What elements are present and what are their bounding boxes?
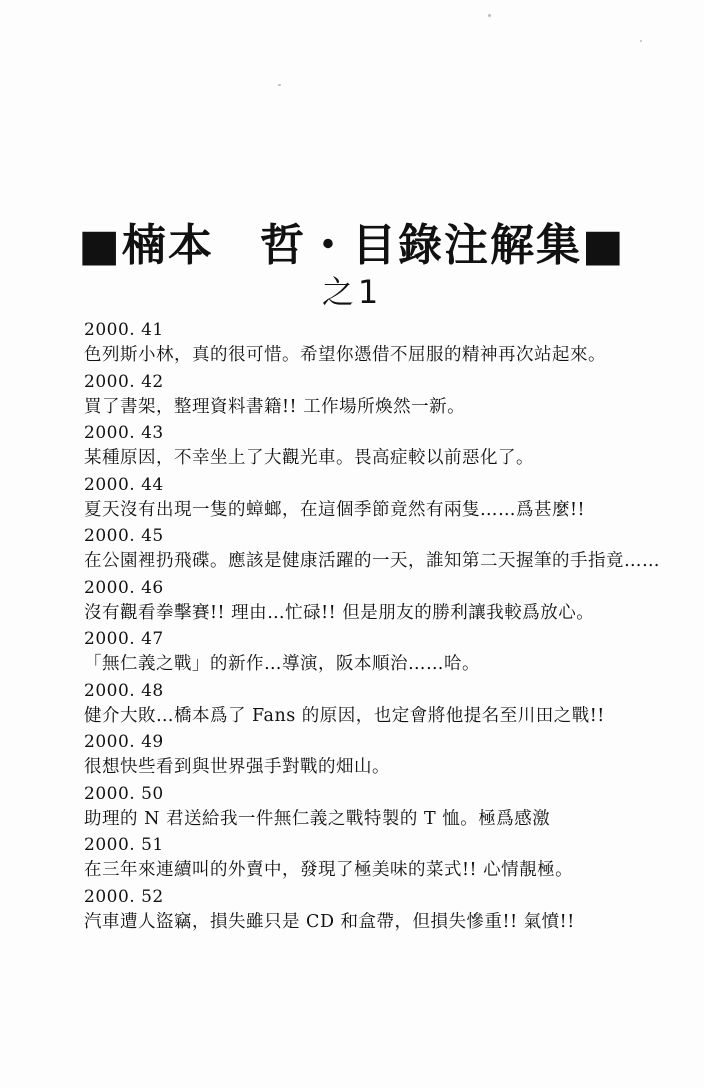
list-item <box>84 782 664 834</box>
entry-text: 很想快些看到與世界强手對戰的畑山。 <box>84 757 390 777</box>
list-item <box>84 627 664 679</box>
list-item <box>84 524 664 576</box>
list-item <box>84 318 664 370</box>
entry-date: 2000. 41 <box>84 320 164 340</box>
entry-date: 2000. 42 <box>84 371 164 392</box>
page-subtitle: 之1 <box>321 273 383 311</box>
list-item <box>84 370 664 422</box>
scan-speck <box>278 84 281 86</box>
entry-date: 2000. 52 <box>84 886 164 907</box>
annotation-list <box>84 318 664 936</box>
list-item <box>84 679 664 731</box>
list-item <box>84 473 664 525</box>
scan-speck <box>640 40 642 42</box>
entry-text: 買了書架，整理資料書籍!! 工作場所煥然一新。 <box>84 396 466 417</box>
list-item <box>84 421 664 473</box>
entry-text: 汽車遭人盜竊，損失雖只是 CD 和盒帶，但損失慘重!! 氣憤!! <box>84 911 575 932</box>
entry-text: 「無仁義之戰」的新作…導演，阪本順治……哈。 <box>84 654 480 674</box>
entry-date: 2000. 45 <box>84 526 164 546</box>
entry-text: 助理的 N 君送給我一件無仁義之戰特製的 T 恤。極爲感激 <box>84 808 551 829</box>
entry-text: 某種原因，不幸坐上了大觀光車。畏高症較以前惡化了。 <box>84 448 534 468</box>
list-item <box>84 576 664 628</box>
page-title: ■楠本 哲・目錄注解集■ <box>78 220 626 271</box>
entry-date: 2000. 43 <box>84 423 164 443</box>
entry-date: 2000. 51 <box>84 835 164 855</box>
entry-text: 色列斯小林，真的很可惜。希望你憑借不屈服的精神再次站起來。 <box>84 345 606 365</box>
list-item <box>84 730 664 782</box>
entry-date: 2000. 44 <box>84 474 164 495</box>
scan-speck <box>488 14 491 17</box>
entry-date: 2000. 48 <box>84 680 164 701</box>
entry-date: 2000. 46 <box>84 577 164 598</box>
entry-text: 沒有觀看拳擊賽!! 理由…忙碌!! 但是朋友的勝利讓我較爲放心。 <box>84 602 595 623</box>
entry-text: 夏天沒有出現一隻的蟑螂，在這個季節竟然有兩隻……爲甚麼!! <box>84 499 586 520</box>
entry-date: 2000. 50 <box>84 783 164 804</box>
entry-text: 在公園裡扔飛碟。應該是健康活躍的一天，誰知第二天握筆的手指竟…… <box>84 551 660 571</box>
entry-date: 2000. 47 <box>84 629 164 649</box>
entry-text: 健介大敗…橋本爲了 Fans 的原因，也定會將他提名至川田之戰!! <box>84 705 605 726</box>
list-item <box>84 833 664 885</box>
entry-date: 2000. 49 <box>84 732 164 752</box>
list-item <box>84 885 664 937</box>
entry-text: 在三年來連續叫的外賣中，發現了極美味的菜式!! 心情靚極。 <box>84 860 574 880</box>
